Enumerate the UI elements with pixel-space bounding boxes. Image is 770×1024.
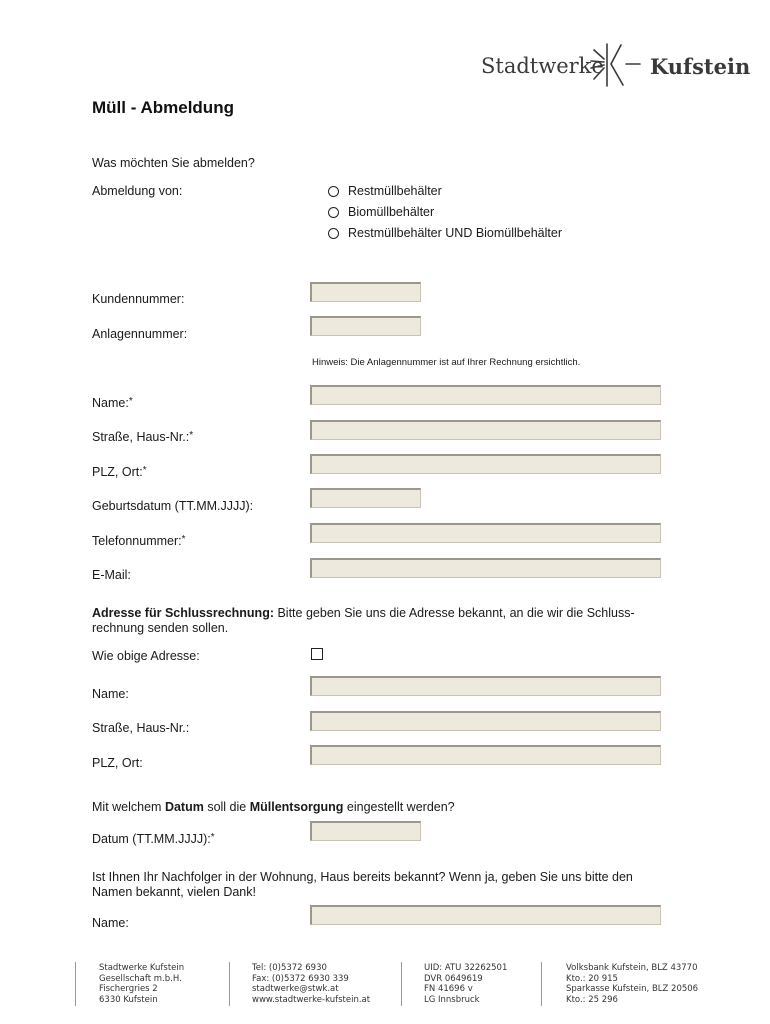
anlagennummer-label: Anlagennummer: (92, 327, 188, 341)
nachfolger-name-input[interactable] (310, 905, 661, 925)
schluss-strasse-label: Straße, Haus-Nr.: (92, 721, 190, 735)
schluss-name-label: Name: (92, 687, 129, 701)
nachfolger-line1: Ist Ihnen Ihr Nachfolger in der Wohnung, Haus bereits bekannt? Wenn ja, geben Sie uns bitte den (92, 870, 633, 884)
nachfolger-line2: Namen bekannt, vielen Dank! (92, 885, 256, 899)
required-mark: * (128, 396, 133, 407)
telefon-input[interactable] (310, 523, 661, 543)
schluss-intro: Adresse für Schlussrechnung: Bitte geben Sie uns die Adresse bekannt, an die wir die Schluss- (92, 606, 635, 620)
email-input[interactable] (310, 558, 661, 578)
schluss-intro-line2: rechnung senden sollen. (92, 621, 229, 635)
footer-divider (401, 962, 402, 1006)
question-what: Was möchten Sie abmelden? (92, 156, 255, 170)
footer-col-contact: Tel: (0)5372 6930 Fax: (0)5372 6930 339 stadtwerke@stwk.at www.stadtwerke-kufstein.at (252, 963, 371, 1005)
page-title: Müll - Abmeldung (92, 98, 234, 117)
logo-star-icon (590, 42, 642, 88)
schluss-strasse-input[interactable] (310, 711, 661, 731)
telefon-label: Telefonnummer:* (92, 534, 186, 548)
geburtsdatum-input[interactable] (310, 488, 421, 508)
required-mark: * (181, 534, 186, 545)
strasse-label: Straße, Haus-Nr.:* (92, 430, 194, 444)
required-mark: * (189, 430, 194, 441)
nachfolger-name-label: Name: (92, 916, 129, 930)
kundennummer-label: Kundennummer: (92, 292, 185, 306)
name-input[interactable] (310, 385, 661, 405)
schluss-name-input[interactable] (310, 676, 661, 696)
anlagennummer-hint: Hinweis: Die Anlagennummer ist auf Ihrer Rechnung ersichtlich. (312, 357, 581, 368)
strasse-input[interactable] (310, 420, 661, 440)
required-mark: * (210, 832, 215, 843)
footer-divider (75, 962, 76, 1006)
plz-input[interactable] (310, 454, 661, 474)
schluss-plz-input[interactable] (310, 745, 661, 765)
wie-obige-label: Wie obige Adresse: (92, 649, 200, 663)
abmeldung-label: Abmeldung von: (92, 184, 183, 198)
email-label: E-Mail: (92, 568, 131, 582)
option-restmuell-label: Restmüllbehälter (348, 184, 442, 198)
anlagennummer-input[interactable] (310, 316, 421, 336)
footer-col-bank: Volksbank Kufstein, BLZ 43770 Kto.: 20 915 Sparkasse Kufstein, BLZ 20506 Kto.: 25 296 (566, 963, 699, 1005)
radio-biomuell[interactable] (328, 207, 339, 218)
geburtsdatum-label: Geburtsdatum (TT.MM.JJJJ): (92, 499, 254, 513)
plz-label: PLZ, Ort:* (92, 465, 147, 479)
option-beide-label: Restmüllbehälter UND Biomüllbehälter (348, 226, 562, 240)
datum-input[interactable] (310, 821, 421, 841)
radio-beide[interactable] (328, 228, 339, 239)
datum-label: Datum (TT.MM.JJJJ):* (92, 832, 215, 846)
name-label: Name:* (92, 396, 133, 410)
logo-text-left: Stadtwerke (481, 54, 604, 78)
option-biomuell-label: Biomüllbehälter (348, 205, 435, 219)
kundennummer-input[interactable] (310, 282, 421, 302)
footer-divider (229, 962, 230, 1006)
radio-restmuell[interactable] (328, 186, 339, 197)
footer-col-company: Stadtwerke Kufstein Gesellschaft m.b.H. Fischergries 2 6330 Kufstein (99, 963, 185, 1005)
footer-col-legal: UID: ATU 32262501 DVR 0649619 FN 41696 v LG Innsbruck (424, 963, 508, 1005)
datum-question: Mit welchem Datum soll die Müllentsorgung eingestellt werden? (92, 800, 455, 814)
required-mark: * (142, 465, 147, 476)
wie-obige-checkbox[interactable] (311, 648, 323, 660)
footer-divider (541, 962, 542, 1006)
schluss-plz-label: PLZ, Ort: (92, 756, 143, 770)
logo-text-right: Kufstein (650, 54, 751, 79)
